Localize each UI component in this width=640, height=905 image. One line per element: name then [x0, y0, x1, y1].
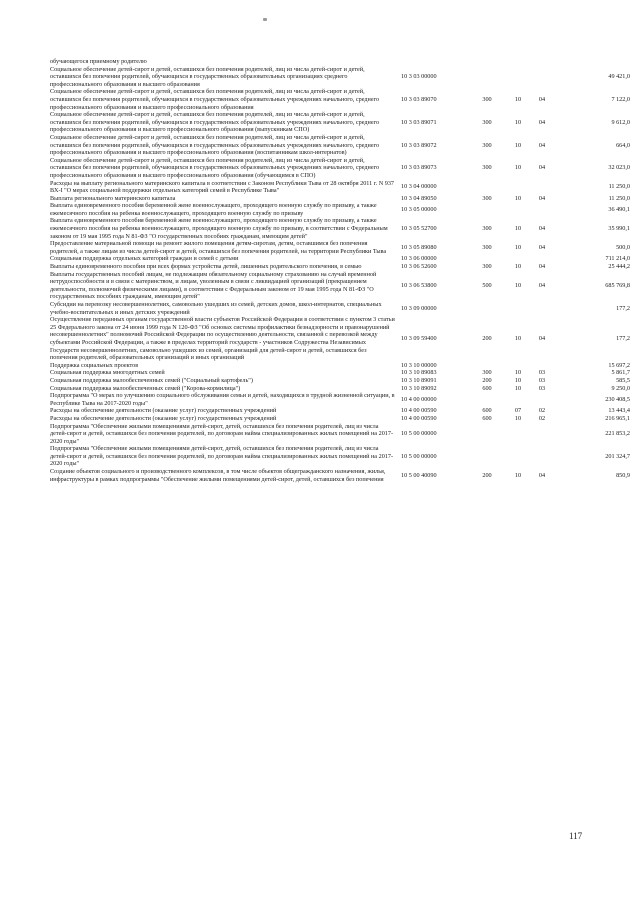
row-target-code: 10 3 06 00000: [401, 255, 437, 263]
row-amount: 35 990,1: [608, 225, 630, 233]
row-target-code: 10 3 10 89083: [401, 369, 437, 377]
row-target-code: 10 3 06 52600: [401, 263, 437, 271]
row-subsection: 04: [538, 225, 546, 233]
row-target-code: 10 3 10 00000: [401, 361, 437, 369]
row-section: 10: [514, 118, 522, 126]
row-amount: 711 214,0: [605, 255, 630, 263]
row-expense-type: 300: [482, 118, 492, 126]
row-subsection: 03: [538, 369, 546, 377]
row-expense-type: 300: [482, 369, 492, 377]
row-subsection: 04: [538, 263, 546, 271]
row-target-code: 10 3 05 00000: [401, 206, 437, 214]
row-amount: 9 250,0: [611, 384, 630, 392]
table-row: [50, 180, 630, 195]
row-amount: 664,0: [616, 141, 630, 149]
row-target-code: 10 4 00 00000: [401, 395, 437, 403]
table-row: [50, 157, 630, 180]
row-description: Выплаты единовременного пособия при всех формах устройства детей, лишенных родительского попечения, в семью: [50, 263, 362, 271]
row-target-code: 10 5 00 00000: [401, 430, 437, 438]
budget-table: [50, 58, 630, 483]
row-amount: 201 324,7: [605, 452, 630, 460]
table-row: [50, 301, 630, 316]
row-section: 10: [514, 384, 522, 392]
row-expense-type: 300: [482, 164, 492, 172]
table-row: [50, 271, 630, 301]
row-description: Выплата единовременного пособия беременной жене военнослужащего, проходящего военную службу по призыву, а также ежемесячного пособия на ребенка военнослужащего, проходящего военную службу по призыву: [50, 202, 377, 217]
row-expense-type: 200: [482, 471, 492, 479]
row-target-code: 10 3 05 89080: [401, 244, 437, 252]
row-description: Расходы на обеспечение деятельности (оказание услуг) государственных учреждений: [50, 414, 277, 422]
row-target-code: 10 3 03 00000: [401, 73, 437, 81]
row-amount: 13 443,4: [608, 407, 630, 415]
row-amount: 221 853,2: [605, 430, 630, 438]
row-description: Социальное обеспечение детей-сирот и детей, оставшихся без попечения родителей, лиц из числа детей-сирот и детей, оставшихся без попечения родителей, обучающихся в государственных образовательных учреждениях начального, среднего профессионального образования и высшего профессионального образования (выпускникам СПО): [50, 111, 380, 134]
row-expense-type: 200: [482, 335, 492, 343]
row-description: Предоставление материальной помощи на ремонт жилого помещения детям-сиротам, детям, оставшимся без попечения родителей, а также лицам из числа детей-сирот и детей, оставшихся без попечения родителей, на территории Республики Тыва: [50, 240, 387, 255]
row-subsection: 02: [538, 414, 546, 422]
row-description: Социальное обеспечение детей-сирот и детей, оставшихся без попечения родителей, лиц из числа детей-сирот и детей, оставшихся без попечения родителей, обучающихся в государственных образовательных учреждениях начального, среднего профессионального образования и высшего профессионального образования (воспитанникам школ-интернатов): [50, 133, 380, 157]
row-description: Выплаты государственных пособий лицам, не подлежащим обязательному социальному страхованию на случай временной нетрудоспособности и в связи с материнством, и лицам, уволенным в связи с ликвидацией организаций (прекращением деятельности, полномочий физическими лицами), в соответствии с Федеральным законом от 19 мая 1995 года N 81-ФЗ "О государственных пособиях гражданам, имеющим детей": [50, 270, 377, 301]
row-expense-type: 500: [482, 282, 492, 290]
table-row: [50, 468, 630, 483]
row-expense-type: 200: [482, 376, 492, 384]
row-amount: 36 490,1: [608, 206, 630, 214]
row-expense-type: 300: [482, 225, 492, 233]
scan-speck: [263, 18, 267, 21]
row-expense-type: 600: [482, 407, 492, 415]
row-amount: 32 023,0: [608, 164, 630, 172]
row-subsection: 03: [538, 384, 546, 392]
row-description: Расходы на обеспечение деятельности (оказание услуг) государственных учреждений: [50, 407, 277, 415]
row-description: Выплата единовременного пособия беременной жене военнослужащего, проходящего военную службу по призыву, а также ежемесячного пособия на ребенка военнослужащего, проходящего военную службу по призыву, в соответствии с Федеральным законом от 19 мая 1995 года N 81-ФЗ "О государственных пособиях гражданам, имеющим детей": [50, 217, 388, 240]
row-subsection: 04: [538, 95, 546, 103]
row-amount: 850,9: [616, 471, 630, 479]
row-target-code: 10 3 03 89071: [401, 118, 437, 126]
row-amount: 11 250,0: [608, 183, 630, 191]
table-row: [50, 255, 630, 263]
row-section: 10: [514, 95, 522, 103]
row-subsection: 03: [538, 376, 546, 384]
row-amount: 216 965,1: [605, 414, 630, 422]
row-description: Социальное обеспечение детей-сирот и детей, оставшихся без попечения родителей, лиц из числа детей-сирот и детей, оставшихся без попечения родителей, обучающихся в государственных образовательных учреждениях начального, среднего профессионального образования и высшего профессионального образования (обучающимся в СПО): [50, 156, 380, 179]
row-target-code: 10 3 10 89092: [401, 384, 437, 392]
row-expense-type: 300: [482, 263, 492, 271]
row-subsection: 04: [538, 244, 546, 252]
row-target-code: 10 5 00 40090: [401, 471, 437, 479]
row-expense-type: 600: [482, 414, 492, 422]
row-amount: 49 421,0: [608, 73, 630, 81]
row-amount: 7 122,0: [611, 95, 630, 103]
row-subsection: 04: [538, 164, 546, 172]
table-row: [50, 407, 630, 415]
row-target-code: 10 3 10 89091: [401, 376, 437, 384]
row-expense-type: 600: [482, 384, 492, 392]
row-section: 10: [514, 414, 522, 422]
row-target-code: 10 4 00 00590: [401, 414, 437, 422]
row-description: Выплата регионального материнского капитала: [50, 194, 176, 202]
row-amount: 230 408,5: [605, 395, 630, 403]
table-row: [50, 88, 630, 111]
row-target-code: 10 3 03 89070: [401, 95, 437, 103]
row-section: 07: [514, 407, 522, 415]
row-amount: 685 769,8: [605, 282, 630, 290]
row-amount: 9 612,0: [611, 118, 630, 126]
row-target-code: 10 3 06 53800: [401, 282, 437, 290]
row-target-code: 10 3 05 52700: [401, 225, 437, 233]
row-target-code: 10 3 03 89073: [401, 164, 437, 172]
row-subsection: 04: [538, 471, 546, 479]
row-section: 10: [514, 164, 522, 172]
row-section: 10: [514, 225, 522, 233]
table-row: [50, 385, 630, 393]
row-description: Социальное обеспечение детей-сирот и детей, оставшихся без попечения родителей, лиц из числа детей-сирот и детей, оставшихся без попечения родителей, обучающихся в государственных образовательных учреждениях начального, среднего профессионального образования и высшего профессионального образования: [50, 88, 380, 111]
table-row: [50, 377, 630, 385]
row-description: Подпрограмма "Обеспечение жилыми помещениями детей-сирот, детей, оставшихся без попечения родителей, лиц из числа детей-сирот и детей, оставшихся без попечения родителей, по договорам найма специализированных жилых помещений на 2017-2020 годы": [50, 422, 394, 445]
row-subsection: 04: [538, 141, 546, 149]
row-expense-type: 300: [482, 95, 492, 103]
row-amount: 25 444,2: [608, 263, 630, 271]
row-description: Расходы на выплату регионального материнского капитала в соответствии с Законом Республики Тыва от 28 октября 2011 г. N 937 ВХ-I "О мерах социальной поддержки отдельных категорий семей в Республике Тыва": [50, 179, 395, 195]
row-subsection: 04: [538, 118, 546, 126]
row-description: Социальная поддержка отдельных категорий граждан и семей с детьми: [50, 255, 239, 263]
row-description: Социальное обеспечение детей-сирот и детей, оставшихся без попечения родителей, лиц из числа детей-сирот и детей, оставшихся без попечения родителей, обучающихся в государственных образовательных организациях среднего профессионального образования и высшего образования: [50, 65, 365, 88]
row-description: Социальная поддержка малообеспеченных семей ("Корова-кормилица"): [50, 384, 241, 392]
table-row: [50, 423, 630, 446]
row-section: 10: [514, 282, 522, 290]
row-target-code: 10 3 04 89050: [401, 194, 437, 202]
row-description: Подпрограмма "О мерах по улучшению социального обслуживания семьи и детей, находящихся в трудной жизненной ситуации, в Республике Тыва на 2017-2020 годы": [50, 392, 395, 407]
row-section: 10: [514, 244, 522, 252]
row-description: Создание объектов социального и производственного комплексов, в том числе объектов общегражданского назначения, жилья, инфраструктуры в рамках подпрограммы "Обеспечение жилыми помещениями детей-сирот, детей, оставшихся без попечения: [50, 468, 386, 483]
row-target-code: 10 3 09 00000: [401, 304, 437, 312]
row-description: Осуществление переданных органам государственной власти субъектов Российской Федерации в соответствии с пунктом 3 статьи 25 Федерального закона от 24 июня 1999 года N 120-ФЗ "Об основах системы профилактики безнадзорности и правонарушений несовершеннолетних" полномочий Российской Федерации по осуществлению деятельности, связанной с перевозкой между субъектами Российской Федерации, а также в пределах территорий государств - участников Содружества Независимых Государств несовершеннолетних, самовольно ушедших из семей, организаций для детей-сирот и детей, оставшихся без попечения родителей, образовательных организаций и иных организаций: [50, 316, 395, 362]
row-amount: 500,0: [616, 244, 630, 252]
table-row: [50, 66, 630, 89]
table-row: [50, 111, 630, 134]
row-description: Социальная поддержка малообеспеченных семей ("Социальный картофель"): [50, 376, 253, 384]
row-target-code: 10 5 00 00000: [401, 452, 437, 460]
table-row: [50, 134, 630, 157]
table-row: [50, 316, 630, 362]
row-section: 10: [514, 141, 522, 149]
row-section: 10: [514, 369, 522, 377]
row-amount: 11 250,0: [608, 194, 630, 202]
row-target-code: 10 3 09 59400: [401, 335, 437, 343]
row-section: 10: [514, 263, 522, 271]
row-section: 10: [514, 194, 522, 202]
row-section: 10: [514, 335, 522, 343]
row-description: Поддержка социальных проектов: [50, 361, 139, 369]
row-target-code: 10 3 03 89072: [401, 141, 437, 149]
row-subsection: 02: [538, 407, 546, 415]
row-expense-type: 300: [482, 141, 492, 149]
table-row: [50, 392, 630, 407]
row-amount: 15 697,2: [608, 361, 630, 369]
row-expense-type: 300: [482, 194, 492, 202]
table-row: [50, 202, 630, 217]
table-row: [50, 263, 630, 271]
row-amount: 177,2: [616, 335, 630, 343]
row-subsection: 04: [538, 335, 546, 343]
row-description: Подпрограмма "Обеспечение жилыми помещениями детей-сирот, детей, оставшихся без попечения родителей, лиц из числа детей-сирот и детей, оставшихся без попечения родителей, по договорам найма специализированных жилых помещений на 2017-2020 годы": [50, 445, 394, 468]
table-row: [50, 217, 630, 240]
table-row: [50, 445, 630, 468]
row-amount: 5 861,7: [611, 369, 630, 377]
page-number: 117: [569, 831, 583, 841]
row-target-code: 10 3 04 00000: [401, 183, 437, 191]
row-section: 10: [514, 376, 522, 384]
table-row: [50, 240, 630, 255]
row-target-code: 10 4 00 00590: [401, 407, 437, 415]
row-subsection: 04: [538, 282, 546, 290]
row-expense-type: 300: [482, 244, 492, 252]
row-description: Субсидии на перевозку несовершеннолетних, самовольно ушедших из семей, детских домов, школ-интернатов, специальных учебно-воспитательных и иных детских учреждений: [50, 301, 382, 316]
table-row: [50, 58, 630, 66]
table-row: [50, 369, 630, 377]
row-description: обучающегося приемному родителю: [50, 58, 147, 65]
table-row: [50, 415, 630, 423]
row-description: Социальная поддержка многодетных семей: [50, 369, 165, 377]
table-row: [50, 195, 630, 203]
row-amount: 585,5: [616, 376, 630, 384]
row-amount: 177,2: [616, 304, 630, 312]
row-section: 10: [514, 471, 522, 479]
table-row: [50, 362, 630, 370]
row-subsection: 04: [538, 194, 546, 202]
